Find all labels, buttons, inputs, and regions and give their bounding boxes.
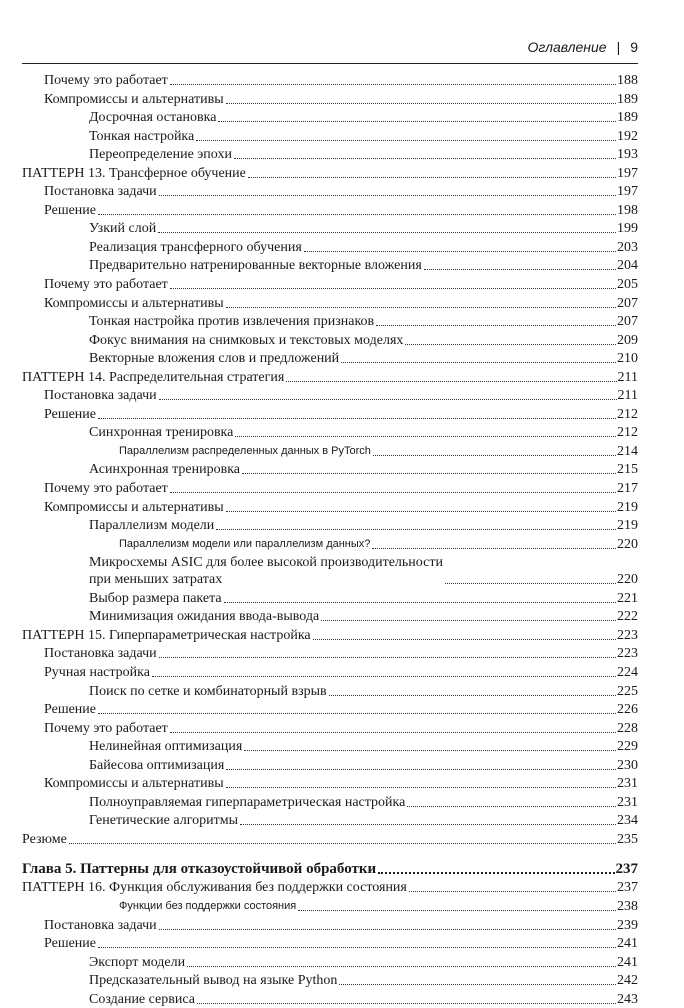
toc-entry-title: Переопределение эпохи <box>89 147 232 163</box>
toc-entry[interactable] <box>22 499 638 516</box>
toc-page-number: 211 <box>617 369 638 385</box>
toc-entry[interactable] <box>22 831 638 848</box>
toc-entry-title: Постановка задачи <box>44 184 157 200</box>
toc-entry[interactable] <box>22 257 638 274</box>
toc-entry-title: Глава 5. Паттерны для отказоустойчивой обработки <box>22 860 377 877</box>
toc-entry[interactable] <box>22 424 638 441</box>
toc-page-number: 230 <box>617 757 638 773</box>
toc-page-number: 241 <box>617 954 638 970</box>
toc-page-number: 193 <box>617 147 638 163</box>
dot-leader <box>98 418 616 419</box>
toc-entry-title: Параллелизм модели <box>89 518 215 534</box>
toc-entry[interactable] <box>22 701 638 718</box>
toc-page-number: 219 <box>617 518 638 534</box>
dot-leader <box>196 140 616 141</box>
dot-leader <box>298 910 616 911</box>
dot-leader <box>159 657 616 658</box>
toc-entry[interactable] <box>22 738 638 755</box>
toc-page-number: 221 <box>617 590 638 606</box>
toc-entry[interactable] <box>22 369 638 386</box>
dot-leader <box>218 121 616 122</box>
dot-leader <box>234 158 616 159</box>
toc-entry-title: Досрочная остановка <box>89 110 217 126</box>
running-header <box>22 36 638 58</box>
toc-page-number: 212 <box>617 406 638 422</box>
dot-leader <box>159 399 617 400</box>
toc-entry-title: Тонкая настройка <box>89 128 195 144</box>
toc-entry[interactable] <box>22 972 638 989</box>
toc-entry[interactable] <box>22 664 638 681</box>
toc-entry-title: Компромиссы и альтернативы <box>44 295 224 311</box>
header-rule <box>22 63 638 64</box>
toc-entry[interactable] <box>22 91 638 108</box>
toc-page-number: 231 <box>617 794 638 810</box>
toc-page-number: 188 <box>617 73 638 88</box>
toc-entry[interactable] <box>22 608 638 625</box>
toc-entry[interactable] <box>22 517 638 534</box>
dot-leader <box>170 492 616 493</box>
toc-page-number: 215 <box>617 462 638 478</box>
dot-leader <box>69 843 616 844</box>
dot-leader <box>372 548 616 549</box>
dot-leader <box>405 344 616 345</box>
toc-chapter-entry[interactable] <box>22 861 638 878</box>
toc-entry[interactable] <box>22 536 638 553</box>
toc-page-number: 199 <box>617 221 638 237</box>
toc-entry[interactable] <box>22 461 638 478</box>
toc-page-number: 239 <box>617 917 638 933</box>
toc-page-number: 210 <box>617 351 638 367</box>
toc-entry-title: Ручная настройка <box>44 664 150 680</box>
dot-leader <box>376 325 616 326</box>
toc-entry-title: ПАТТЕРН 13. Трансферное обучение <box>22 165 246 181</box>
toc-entry[interactable] <box>22 917 638 934</box>
toc-page-number: 237 <box>617 880 638 896</box>
toc-page-number: 224 <box>617 664 638 680</box>
dot-leader <box>286 381 616 382</box>
toc-entry-title: Почему это работает <box>44 720 168 736</box>
toc-page-number: 205 <box>617 277 638 293</box>
dot-leader <box>409 891 616 892</box>
toc-page-number: 207 <box>617 295 638 311</box>
dot-leader <box>329 695 616 696</box>
toc-page-number: 189 <box>617 91 638 107</box>
dot-leader <box>158 232 616 233</box>
toc-entry[interactable] <box>22 109 638 126</box>
toc-entry[interactable] <box>22 183 638 200</box>
dot-leader <box>224 602 616 603</box>
toc-entry[interactable] <box>22 554 638 588</box>
toc-entry-title: Решение <box>44 202 97 218</box>
toc-page-number: 235 <box>617 831 638 847</box>
toc-entry[interactable] <box>22 72 638 89</box>
toc-entry-title: Компромиссы и альтернативы <box>44 91 224 107</box>
header-separator: | <box>616 39 621 55</box>
toc-entry[interactable] <box>22 165 638 182</box>
toc-entry-title: Решение <box>44 406 97 422</box>
dot-leader <box>152 676 616 677</box>
toc-page-number: 222 <box>617 609 638 625</box>
dot-leader <box>226 769 616 770</box>
dot-leader <box>304 251 616 252</box>
toc-entry-title: Почему это работает <box>44 277 168 293</box>
toc-entry[interactable] <box>22 954 638 971</box>
toc-page-number: 189 <box>617 110 638 126</box>
toc-entry-title: Компромиссы и альтернативы <box>44 776 224 792</box>
toc-entry-title: Параллелизм распределенных данных в PyTorch <box>119 444 371 457</box>
dot-leader <box>187 966 616 967</box>
toc-entry-title: Предварительно натренированные векторные вложения <box>89 258 422 274</box>
toc-page-number: 197 <box>617 165 638 181</box>
toc-entry-title-line2: при меньших затратах <box>89 572 223 588</box>
toc-page-number: 198 <box>617 202 638 218</box>
dot-leader <box>341 362 616 363</box>
toc-entry[interactable] <box>22 406 638 423</box>
toc-entry-title: Компромиссы и альтернативы <box>44 499 224 515</box>
toc-page-number: 243 <box>617 991 638 1007</box>
toc-entry-title: Фокус внимания на снимковых и текстовых моделях <box>89 332 404 348</box>
toc-page-number: 219 <box>617 499 638 515</box>
toc-entry[interactable] <box>22 935 638 952</box>
toc-entry[interactable] <box>22 991 638 1008</box>
toc-entry-title: Почему это работает <box>44 481 168 497</box>
toc-entry-title: Байесова оптимизация <box>89 757 225 773</box>
toc-page-number: 231 <box>617 776 638 792</box>
toc-entry[interactable] <box>22 202 638 219</box>
toc-entry-title: Минимизация ожидания ввода-вывода <box>89 609 320 625</box>
toc-entry[interactable] <box>22 313 638 330</box>
dot-leader <box>226 787 616 788</box>
toc-entry-title: Создание сервиса <box>89 991 195 1007</box>
toc-page-number: 220 <box>617 536 638 552</box>
toc-page-number: 226 <box>617 702 638 718</box>
toc-page-number: 203 <box>617 239 638 255</box>
toc-entry-title: ПАТТЕРН 15. Гиперпараметрическая настройка <box>22 627 311 643</box>
toc-page-number: 197 <box>617 184 638 200</box>
toc-page-number: 212 <box>617 425 638 441</box>
toc-entry-title: Резюме <box>22 831 67 847</box>
toc-entry[interactable] <box>22 645 638 662</box>
dot-leader <box>226 103 616 104</box>
toc-entry[interactable] <box>22 239 638 256</box>
toc-entry-title: Реализация трансферного обучения <box>89 239 302 255</box>
dot-leader <box>244 750 616 751</box>
toc-entry-title: Решение <box>44 936 97 952</box>
toc-page-number: 234 <box>617 813 638 829</box>
dot-leader <box>159 929 616 930</box>
toc-entry-title: Выбор размера пакета <box>89 590 222 606</box>
toc-entry-title <box>89 554 443 588</box>
toc-entry[interactable] <box>22 720 638 737</box>
toc-entry[interactable] <box>22 683 638 700</box>
toc-entry[interactable] <box>22 146 638 163</box>
toc-page-number: 238 <box>617 898 638 914</box>
dot-leader <box>226 307 616 308</box>
toc-entry-title: Постановка задачи <box>44 917 157 933</box>
toc-entry-title: Генетические алгоритмы <box>89 813 238 829</box>
toc-entry-title-line1: Микросхемы ASIC для более высокой производительности <box>89 555 443 571</box>
dot-leader <box>235 436 616 437</box>
toc-entry[interactable] <box>22 220 638 237</box>
toc-entry-title: Постановка задачи <box>44 388 157 404</box>
toc-entry[interactable] <box>22 332 638 349</box>
toc-page-number: 220 <box>617 572 638 588</box>
toc-entry[interactable] <box>22 794 638 811</box>
dot-leader <box>313 639 616 640</box>
toc-page-number: 223 <box>617 646 638 662</box>
toc-entry[interactable] <box>22 276 638 293</box>
dot-leader <box>321 620 616 621</box>
toc-entry-title: Синхронная тренировка <box>89 425 234 441</box>
toc-page-number: 242 <box>617 973 638 989</box>
dot-leader <box>170 84 616 85</box>
dot-leader <box>407 806 616 807</box>
dot-leader <box>378 872 614 874</box>
toc-entry[interactable] <box>22 898 638 915</box>
toc-page-number: 217 <box>617 481 638 497</box>
toc-entry-title: Асинхронная тренировка <box>89 462 240 478</box>
dot-leader <box>248 177 616 178</box>
toc-page-number: 209 <box>617 332 638 348</box>
toc-entry-title: Почему это работает <box>44 73 168 88</box>
toc-entry-title: Поиск по сетке и комбинаторный взрыв <box>89 683 327 699</box>
toc-page-number: 223 <box>617 627 638 643</box>
toc-entry[interactable] <box>22 443 638 460</box>
dot-leader <box>373 455 616 456</box>
toc-page-number: 211 <box>617 388 638 404</box>
dot-leader <box>159 195 616 196</box>
table-of-contents <box>22 72 638 1008</box>
dot-leader <box>98 214 616 215</box>
toc-entry[interactable] <box>22 879 638 896</box>
toc-entry[interactable] <box>22 480 638 497</box>
toc-entry-title: Нелинейная оптимизация <box>89 739 243 755</box>
toc-page-number: 241 <box>617 936 638 952</box>
dot-leader <box>98 947 616 948</box>
toc-entry-title: Функции без поддержки состояния <box>119 899 297 912</box>
toc-entry[interactable] <box>22 295 638 312</box>
toc-entry-title: Тонкая настройка против извлечения признаков <box>89 314 375 330</box>
toc-entry[interactable] <box>22 350 638 367</box>
toc-entry[interactable] <box>22 128 638 145</box>
dot-leader <box>170 732 616 733</box>
toc-page-number: 237 <box>615 860 638 877</box>
toc-entry[interactable] <box>22 757 638 774</box>
toc-entry[interactable] <box>22 627 638 644</box>
toc-entry-title: Векторные вложения слов и предложений <box>89 351 340 367</box>
dot-leader <box>424 269 616 270</box>
toc-entry-title: Решение <box>44 702 97 718</box>
dot-leader <box>197 1003 616 1004</box>
page-number: 9 <box>630 39 638 55</box>
dot-leader <box>445 583 616 584</box>
section-title: Оглавление <box>527 39 607 55</box>
dot-leader <box>226 511 616 512</box>
dot-leader <box>240 824 616 825</box>
toc-entry-title: ПАТТЕРН 14. Распределительная стратегия <box>22 369 285 385</box>
toc-entry[interactable] <box>22 812 638 829</box>
toc-entry-title: Экспорт модели <box>89 954 186 970</box>
toc-entry-title: Параллелизм модели или параллелизм данных? <box>119 537 371 550</box>
toc-entry-title: Постановка задачи <box>44 646 157 662</box>
dot-leader <box>216 529 616 530</box>
toc-page-number: 207 <box>617 314 638 330</box>
toc-entry-title: Предсказательный вывод на языке Python <box>89 973 338 989</box>
toc-page-number: 229 <box>617 739 638 755</box>
toc-page-number: 204 <box>617 258 638 274</box>
toc-page-number: 228 <box>617 720 638 736</box>
toc-entry-title: Узкий слой <box>89 221 157 237</box>
toc-entry-title: Полноуправляемая гиперпараметрическая настройка <box>89 794 406 810</box>
toc-page-number: 225 <box>617 683 638 699</box>
toc-entry[interactable] <box>22 590 638 607</box>
dot-leader <box>242 473 616 474</box>
dot-leader <box>98 713 616 714</box>
dot-leader <box>170 288 616 289</box>
dot-leader <box>339 984 616 985</box>
toc-entry[interactable] <box>22 387 638 404</box>
toc-entry[interactable] <box>22 775 638 792</box>
toc-entry-title: ПАТТЕРН 16. Функция обслуживания без поддержки состояния <box>22 880 407 896</box>
toc-page-number: 214 <box>617 443 638 459</box>
toc-page-number: 192 <box>617 128 638 144</box>
